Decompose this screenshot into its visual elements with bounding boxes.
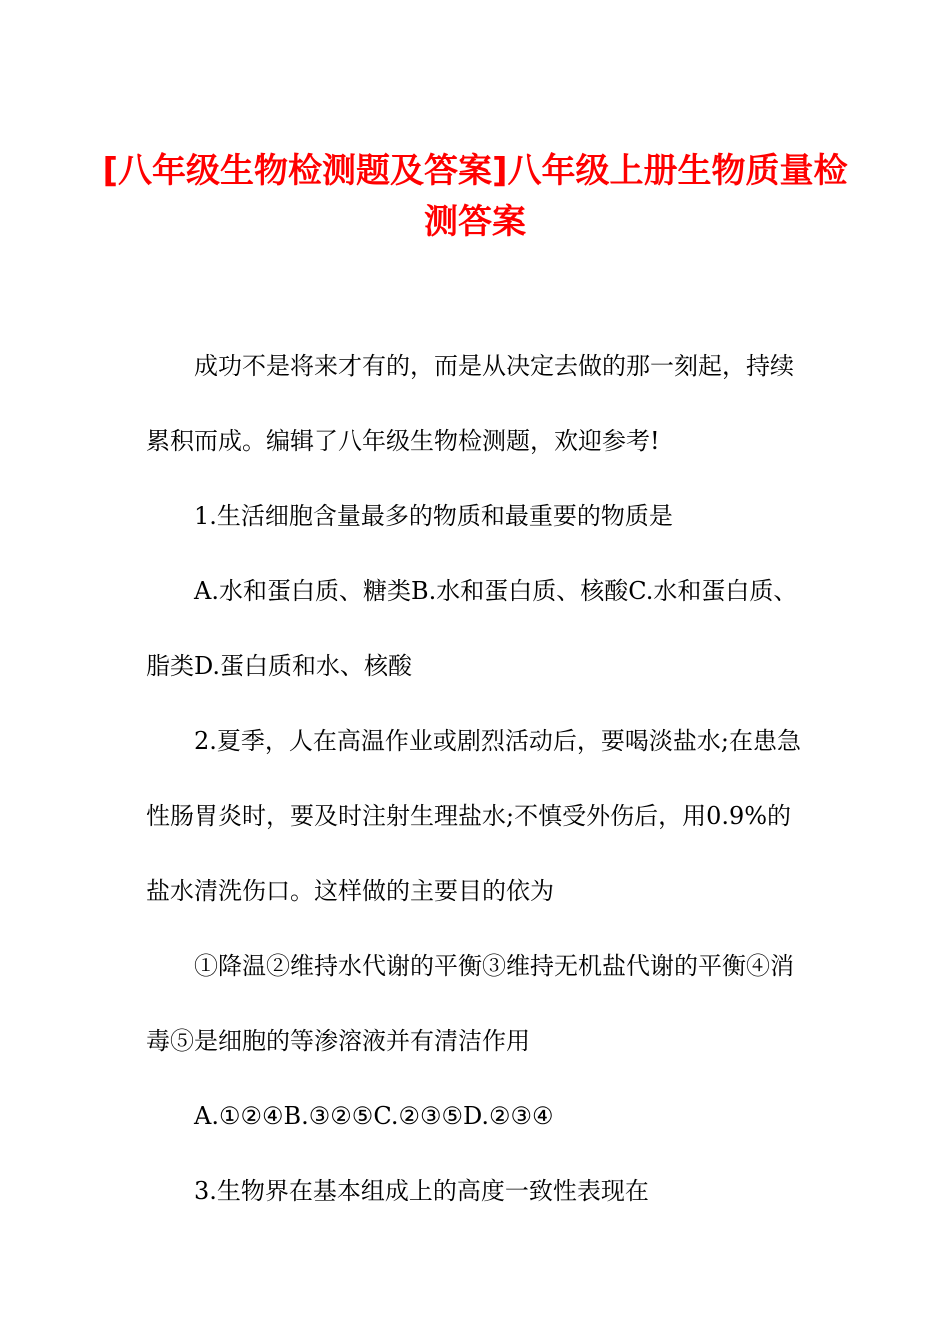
document-body	[146, 329, 806, 1229]
document-title: [八年级生物检测题及答案]八年级上册生物质量检测答案	[102, 151, 848, 242]
question-1-options: A.水和蛋白质、糖类B.水和蛋白质、核酸C.水和蛋白质、脂类D.蛋白质和水、核酸	[146, 577, 798, 680]
question-2-options: A.①②④B.③②⑤C.②③⑤D.②③④	[194, 1102, 554, 1130]
question-1: 1.生活细胞含量最多的物质和最重要的物质是	[194, 502, 673, 530]
question-2: 2.夏季，人在高温作业或剧烈活动后，要喝淡盐水;在患急性肠胃炎时，要及时注射生理盐水;不慎受外伤后，用0.9%的盐水清洗伤口。这样做的主要目的依为	[146, 727, 801, 905]
question-3: 3.生物界在基本组成上的高度一致性表现在	[194, 1177, 649, 1205]
intro-paragraph: 成功不是将来才有的，而是从决定去做的那一刻起，持续累积而成。编辑了八年级生物检测题，欢迎参考!	[146, 352, 794, 455]
question-2-statements: ①降温②维持水代谢的平衡③维持无机盐代谢的平衡④消毒⑤是细胞的等渗溶液并有清洁作用	[146, 952, 794, 1055]
